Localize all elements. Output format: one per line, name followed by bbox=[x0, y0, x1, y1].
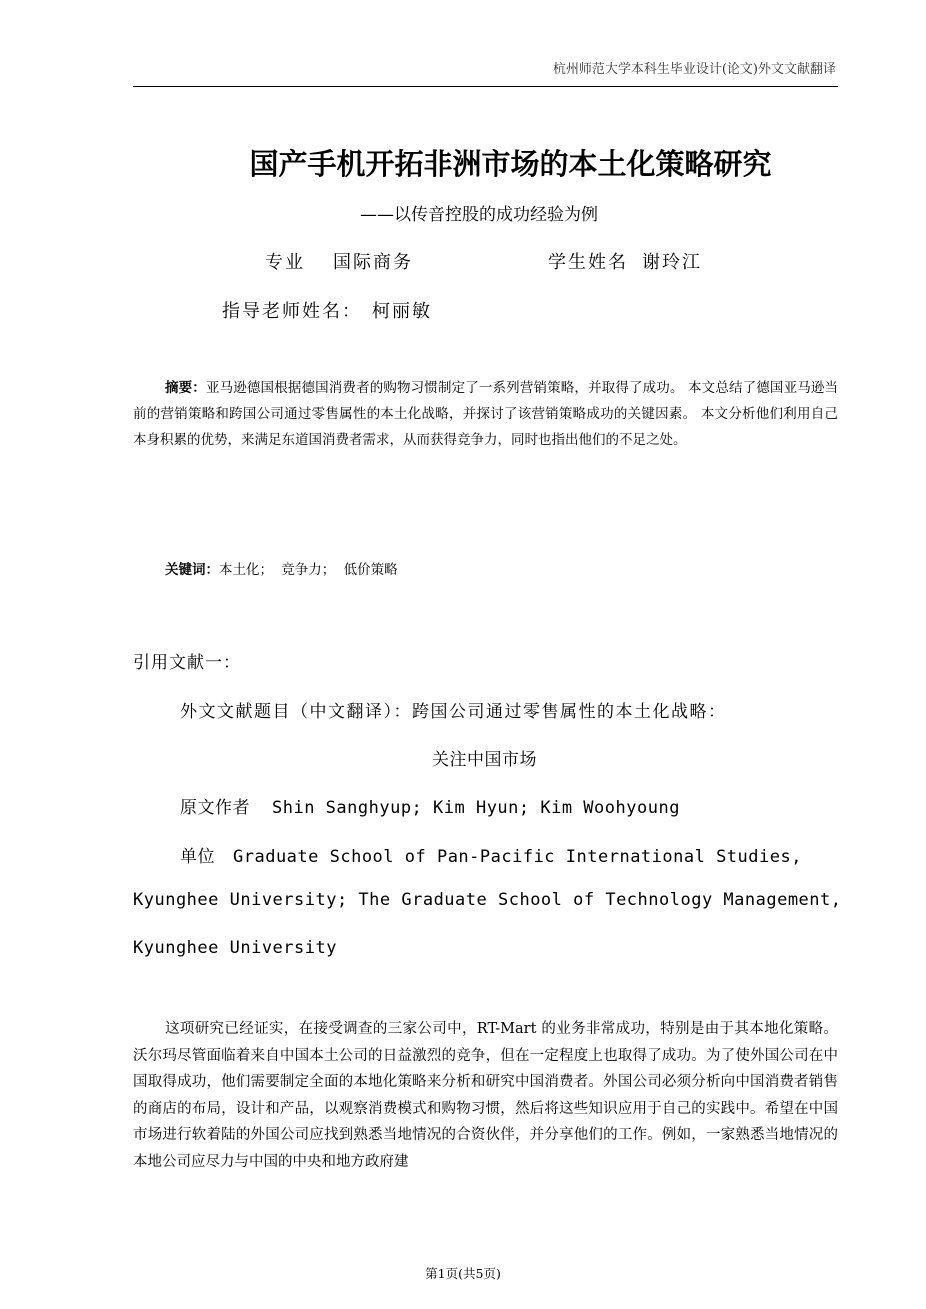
paper-subtitle: ——以传音控股的成功经验为例 bbox=[360, 205, 598, 225]
unit-line-1: Graduate School of Pan-Pacific International Studies, bbox=[233, 847, 802, 867]
student-name-value: 谢玲江 bbox=[642, 252, 702, 273]
student-name-label: 学生姓名 bbox=[548, 252, 628, 273]
page-footer: 第1页(共5页) bbox=[425, 1266, 501, 1281]
keywords-list: 本土化； 竞争力； 低价策略 bbox=[219, 562, 398, 578]
body-paragraph: 这项研究已经证实，在接受调查的三家公司中，RT-Mart 的业务非常成功，特别是由于其本地化策略。沃尔玛尽管面临着来自中国本土公司的日益激烈的竞争，但在一定程度上也取得了成功。为了使外国公司在中国取得成功，他们需要制定全面的本地化策略来分析和研究中国消费者。外国公司必须分析向中国消费者销售的商店的布局，设计和产品，以观察消费模式和购物习惯，然后将这些知识应用于自己的实践中。希望在中国市场进行软着陆的外国公司应找到熟悉当地情况的合资伙伴，并分享他们的工作。例如，一家熟悉当地情况的本地公司应尽力与中国的中央和地方政府建 bbox=[133, 1021, 838, 1170]
reference-heading: 引用文献一： bbox=[133, 653, 241, 673]
keywords-label: 关键词： bbox=[165, 562, 219, 578]
advisor-label: 指导老师姓名： bbox=[222, 301, 362, 322]
paper-title: 国产手机开拓非洲市场的本土化策略研究 bbox=[249, 147, 772, 181]
advisor-value: 柯丽敏 bbox=[372, 301, 432, 322]
unit-line-3: Kyunghee University bbox=[133, 938, 337, 958]
author-row bbox=[180, 793, 680, 818]
keywords bbox=[165, 558, 398, 578]
unit-label: 单位 bbox=[180, 847, 215, 867]
unit-line-2: Kyunghee University; The Graduate School of Technology Management, bbox=[133, 890, 842, 910]
header-divider bbox=[133, 86, 838, 87]
unit-row bbox=[180, 842, 802, 867]
author-value: Shin Sanghyup; Kim Hyun; Kim Woohyoung bbox=[272, 798, 680, 818]
major-label: 专业 bbox=[265, 252, 305, 273]
major-value: 国际商务 bbox=[333, 252, 413, 273]
abstract-label: 摘要： bbox=[165, 380, 206, 396]
author-label: 原文作者 bbox=[180, 798, 250, 818]
abstract-text: 亚马逊德国根据德国消费者的购物习惯制定了一系列营销策略，并取得了成功。 本文总结了德国亚马逊当前的营销策略和跨国公司通过零售属性的本土化战略，并探讨了该营销策略成功的关键因素。 本文分析他们利用自己本身积累的优势，来满足东道国消费者需求，从而获得竞争力，同时也指出他们的不足之处。 bbox=[133, 380, 839, 448]
running-header: 杭州师范大学本科生毕业设计(论文)外文文献翻译 bbox=[552, 62, 836, 77]
reference-title-line-2: 关注中国市场 bbox=[432, 750, 537, 770]
abstract bbox=[133, 375, 838, 453]
reference-title-line-1: 外文文献题目（中文翻译）：跨国公司通过零售属性的本土化战略： bbox=[180, 702, 727, 722]
